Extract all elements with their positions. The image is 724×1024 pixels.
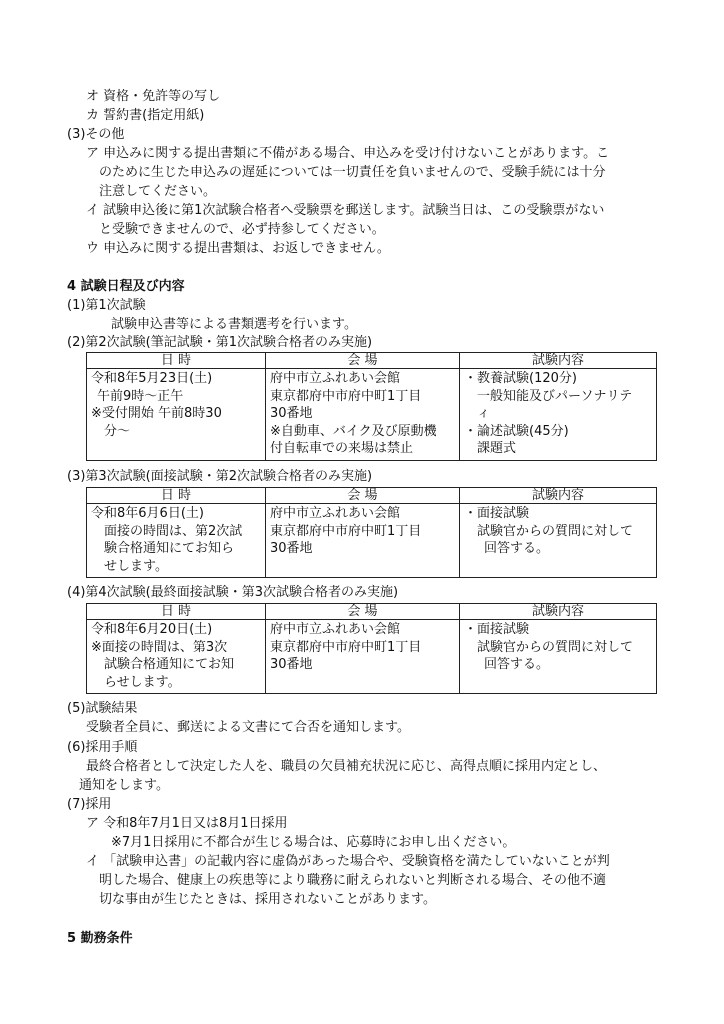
content-item: ・教養試験(120分) <box>464 371 577 386</box>
other-i-line1: イ 試験申込後に第1次試験合格者へ受験票を郵送します。試験当日は、この受験票がない <box>86 203 605 218</box>
content-item: ・論述試験(45分) <box>464 423 569 439</box>
content-item: ・面接試験 <box>464 506 530 521</box>
header-venue: 会 場 <box>266 488 460 504</box>
date-note: ※面接の時間は、第3次 <box>91 639 228 655</box>
second-exam-table <box>86 352 657 461</box>
date-note-cont: らせします。 <box>104 674 181 690</box>
content-detail: 試験官からの質問に対して <box>477 639 634 655</box>
other-i-line2: と受験できませんので、必ず持参してください。 <box>99 222 385 237</box>
table-header-row <box>87 488 657 504</box>
venue-address-cont: 30番地 <box>270 406 313 421</box>
date-line: 令和8年6月20日(土) <box>91 622 213 637</box>
procedure-heading: (6)採用手順 <box>67 740 138 755</box>
venue-cell <box>266 620 460 694</box>
content-detail: 試験官からの質問に対して <box>477 523 634 539</box>
time-line: 午前9時～正午 <box>97 388 184 404</box>
content-cell <box>460 620 657 694</box>
hiring-i-line2: 明した場合、健康上の疾患等により職務に耐えられないと判断される場合、その他不適 <box>99 873 607 888</box>
hiring-heading: (7)採用 <box>67 797 112 812</box>
hiring-i-line3: 切な事由が生じたときは、採用されないことがあります。 <box>99 892 436 907</box>
venue-address: 東京都府中市府中町1丁目 <box>270 388 422 404</box>
venue-name: 府中市立ふれあい会館 <box>270 622 401 637</box>
venue-note: ※自動車、バイク及び原動機 <box>270 423 437 439</box>
first-exam-heading: (1)第1次試験 <box>67 298 146 313</box>
header-venue: 会 場 <box>266 353 460 369</box>
other-heading: (3)その他 <box>67 127 125 142</box>
header-venue: 会 場 <box>266 604 460 620</box>
section5-title: 5 勤務条件 <box>67 931 133 946</box>
procedure-text-line1: 最終合格者として決定した人を、職員の欠員補充状況に応じ、高得点順に採用内定とし、 <box>86 759 607 774</box>
header-date: 日 時 <box>87 353 266 369</box>
content-item: ・面接試験 <box>464 622 530 637</box>
date-note-cont: 試験合格通知にてお知 <box>104 657 235 672</box>
venue-address: 東京都府中市府中町1丁目 <box>270 523 422 539</box>
content-detail-cont: 回答する。 <box>484 657 550 672</box>
content-detail-cont: 回答する。 <box>484 541 550 556</box>
reception-line-cont: 分～ <box>104 423 131 439</box>
item-qualification-copy: オ 資格・免許等の写し <box>86 89 221 104</box>
hiring-a-note: ※7月1日採用に不都合が生じる場合は、応募時にお申し出ください。 <box>111 835 516 850</box>
table-row <box>87 369 657 461</box>
item-pledge: カ 誓約書(指定用紙) <box>86 108 205 123</box>
fourth-exam-heading: (4)第4次試験(最終面接試験・第3次試験合格者のみ実施) <box>67 585 399 600</box>
date-cell <box>87 620 266 694</box>
venue-address-cont: 30番地 <box>270 657 313 672</box>
result-heading: (5)試験結果 <box>67 701 138 716</box>
second-exam-heading: (2)第2次試験(筆記試験・第1次試験合格者のみ実施) <box>67 335 373 350</box>
third-exam-table <box>86 487 657 578</box>
header-content: 試験内容 <box>460 353 657 369</box>
date-note-cont: せします。 <box>104 558 168 574</box>
content-cell <box>460 504 657 578</box>
content-cell <box>460 369 657 461</box>
venue-address: 東京都府中市府中町1丁目 <box>270 639 422 655</box>
section4-title: 4 試験日程及び内容 <box>67 279 185 294</box>
venue-note-cont: 付自転車での来場は禁止 <box>270 441 414 456</box>
first-exam-text: 試験申込書等による書類選考を行います。 <box>111 317 357 332</box>
date-line: 令和8年6月6日(土) <box>91 506 204 521</box>
table-row <box>87 504 657 578</box>
content-detail: 課題式 <box>477 441 517 456</box>
venue-name: 府中市立ふれあい会館 <box>270 506 401 521</box>
venue-cell <box>266 369 460 461</box>
reception-line: ※受付開始 午前8時30 <box>91 406 222 421</box>
fourth-exam-table <box>86 603 657 694</box>
result-text: 受験者全員に、郵送による文書にて合否を通知します。 <box>86 720 410 735</box>
header-content: 試験内容 <box>460 488 657 504</box>
other-u: ウ 申込みに関する提出書類は、お返しできません。 <box>86 241 390 256</box>
procedure-text-line2: 通知をします。 <box>79 778 169 793</box>
header-date: 日 時 <box>87 488 266 504</box>
hiring-a: ア 令和8年7月1日又は8月1日採用 <box>86 816 288 831</box>
third-exam-heading: (3)第3次試験(面接試験・第2次試験合格者のみ実施) <box>67 469 373 484</box>
table-header-row <box>87 353 657 369</box>
other-a-line3: 注意してください。 <box>99 184 217 199</box>
date-line: 令和8年5月23日(土) <box>91 371 213 386</box>
table-row <box>87 620 657 694</box>
date-cell <box>87 369 266 461</box>
date-note-cont: 験合格通知にてお知ら <box>104 541 235 556</box>
header-date: 日 時 <box>87 604 266 620</box>
hiring-i-line1: イ 「試験申込書」の記載内容に虚偽があった場合や、受験資格を満たしていないことが判 <box>86 854 610 869</box>
date-note: 面接の時間は、第2次試 <box>104 523 243 539</box>
other-a-line1: ア 申込みに関する提出書類に不備がある場合、申込みを受け付けないことがあります。こ <box>86 146 610 161</box>
venue-cell <box>266 504 460 578</box>
content-detail: 一般知能及びパーソナリテ <box>477 388 633 404</box>
header-content: 試験内容 <box>460 604 657 620</box>
other-a-line2: のために生じた申込みの遅延については一切責任を負いませんので、受験手続には十分 <box>99 165 606 180</box>
date-cell <box>87 504 266 578</box>
table-header-row <box>87 604 657 620</box>
venue-address-cont: 30番地 <box>270 541 313 556</box>
content-detail-cont: ィ <box>477 406 491 421</box>
venue-name: 府中市立ふれあい会館 <box>270 371 401 386</box>
